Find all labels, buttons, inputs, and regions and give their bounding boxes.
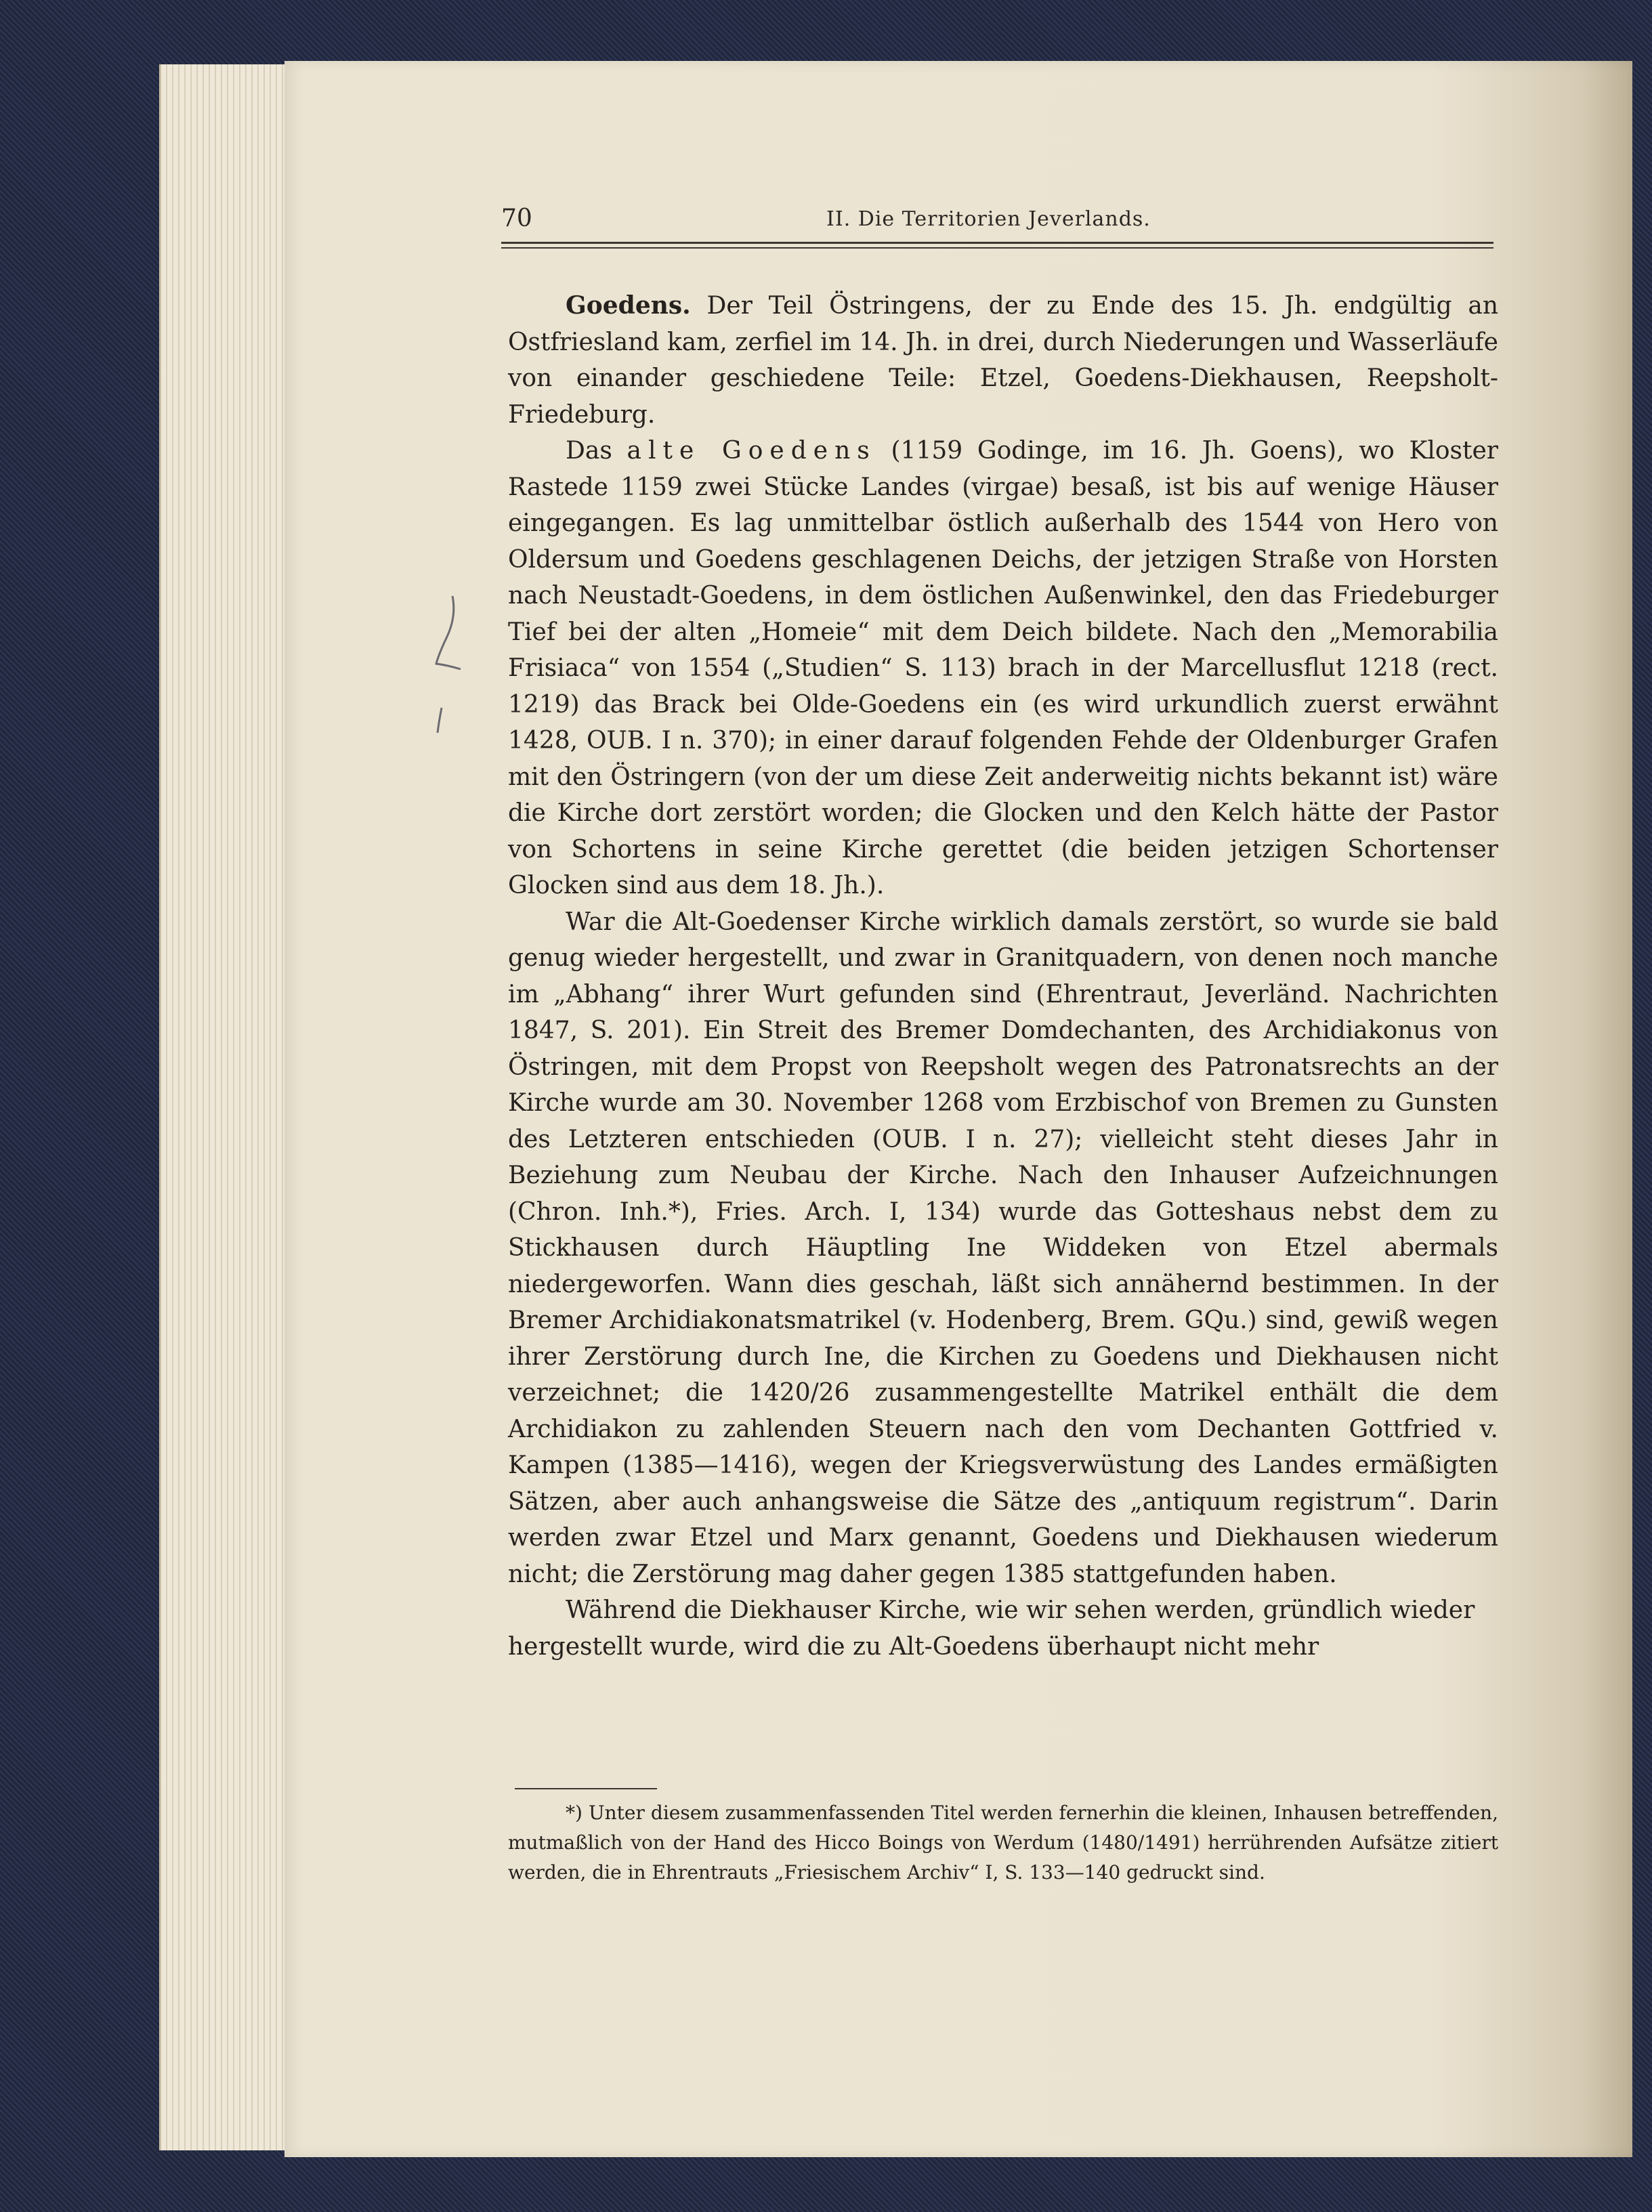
body-text <box>508 288 1498 1665</box>
pencil-mark-icon <box>427 589 467 738</box>
page-number: 70 <box>501 205 532 232</box>
header-rule <box>501 242 1494 244</box>
paragraph-text: War die Alt-Goedenser Kirche wirklich damals zerstört, so wurde sie bald genug wieder hergestellt, und zwar in Granitquadern, von denen noch manche im „Abhang“ ihrer Wurt gefunden sind (Ehrentraut, Jeverländ. Nachrichten 1847, S. 201). Ein Streit des Bremer Domdechanten, des Archidiakonus von Östringen, mit dem Propst von Reepsholt wegen des Patronatsrechts an der Kirche wurde am 30. November 1268 vom Erzbischof von Bremen zu Gunsten des Letzteren entschieden (OUB. I n. 27); vielleicht steht dieses Jahr in Beziehung zum Neubau der Kirche. Nach den Inhauser Aufzeichnungen (Chron. Inh.*), Fries. Arch. I, 134) wurde das Gotteshaus nebst dem zu Stickhausen durch Häuptling Ine Widdeken von Etzel abermals niedergeworfen. Wann dies geschah, läßt sich annähernd bestimmen. In der Bremer Archidiakonatsmatrikel (v. Hodenberg, Brem. GQu.) sind, gewiß wegen ihrer Zerstörung durch Ine, die Kirchen zu Goedens und Diekhausen nicht verzeichnet; die 1420/26 zusammengestellte Matrikel enthält die dem Archidiakon zu zahlenden Steuern nach den vom Dechanten Gottfried v. Kampen (1385—1416), wegen der Kriegsverwüstung des Landes ermäßigten Sätzen, aber auch anhangsweise die Sätze des „antiquum registrum“. Darin werden zwar Etzel und Marx genannt, Goedens und Diekhausen wiederum nicht; die Zerstörung mag daher gegen 1385 stattgefunden haben. <box>508 908 1498 1588</box>
footnote: *) Unter diesem zusammenfassenden Titel werden fernerhin die kleinen, Inhausen betreffenden, mutmaßlich von der Hand des Hicco Boings von Werdum (1480/1491) herrührenden Aufsätze zitiert werden, die in Ehrentrauts „Friesischem Archiv“ I, S. 133—140 gedruckt sind. <box>508 1802 1498 1884</box>
running-head: II. Die Territorien Jeverlands. <box>826 207 1151 231</box>
paragraph-diekhauser <box>508 1592 1498 1665</box>
paragraph-text: Während die Diekhauser Kirche, wie wir sehen werden, gründlich wieder hergestellt wurde, wird die zu Alt-Goedens überhaupt nicht mehr <box>508 1596 1475 1661</box>
paragraph-text: Der Teil Östringens, der zu Ende des 15. Jh. endgültig an Ostfriesland kam, zerfiel im 14. Jh. in drei, durch Niederungen und Wasserläufe von einander geschiedene Teile: Etzel, Goedens-Diekhausen, Reepsholt-Friedeburg. <box>508 292 1498 429</box>
paragraph-goedens <box>508 288 1498 433</box>
footnote-rule <box>515 1788 657 1789</box>
paragraph-alte-goedens <box>508 433 1498 904</box>
header-rule-thin <box>501 247 1494 249</box>
paragraph-kirche <box>508 904 1498 1593</box>
page-edges <box>159 64 297 2150</box>
paragraph-spaced: alte Goedens <box>627 437 876 465</box>
paragraph-lead: Goedens. <box>566 291 691 320</box>
paragraph-text: (1159 Godinge, im 16. Jh. Goens), wo Kloster Rastede 1159 zwei Stücke Landes (virgae) besaß, ist bis auf wenige Häuser eingegangen. Es lag unmittelbar östlich außerhalb des 1544 von Hero von Oldersum und Goedens geschlagenen Deichs, der jetzigen Straße von Horsten nach Neustadt-Goedens, in dem östlichen Außenwinkel, den das Friedeburger Tief bei der alten „Homeie“ mit dem Deich bildete. Nach den „Memorabilia Frisiaca“ von 1554 („Studien“ S. 113) brach in der Marcellusflut 1218 (rect. 1219) das Brack bei Olde-Goedens ein (es wird urkundlich zuerst erwähnt 1428, OUB. I n. 370); in einer darauf folgenden Fehde der Oldenburger Grafen mit den Östringern (von der um diese Zeit anderweitig nichts bekannt ist) wäre die Kirche dort zerstört worden; die Glocken und den Kelch hätte der Pastor von Schortens in seine Kirche gerettet (die beiden jetzigen Schortenser Glocken sind aus dem 18. Jh.). <box>508 437 1499 899</box>
paragraph-pre: Das <box>566 437 627 465</box>
page-header <box>501 203 1494 241</box>
